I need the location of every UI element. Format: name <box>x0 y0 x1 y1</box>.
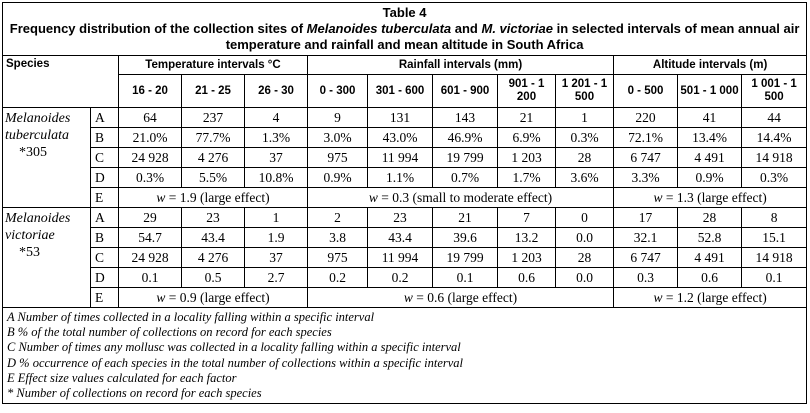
data-cell: 72.1% <box>614 128 678 148</box>
species-name-cell <box>3 208 91 308</box>
data-cell: 4 276 <box>182 248 245 268</box>
table-row <box>3 228 807 248</box>
data-cell: 43.4 <box>182 228 245 248</box>
data-cell: 0.3 <box>614 268 678 288</box>
data-cell: 14 918 <box>742 248 807 268</box>
caption-part2: and <box>451 21 482 36</box>
effect-size-cell <box>119 188 308 208</box>
data-cell: 1.9 <box>245 228 308 248</box>
row-letter: A <box>91 208 119 228</box>
data-cell: 0.3% <box>119 168 182 188</box>
data-cell: 11 994 <box>368 248 433 268</box>
data-cell: 7 <box>498 208 556 228</box>
data-cell: 1 203 <box>498 248 556 268</box>
data-cell: 1 203 <box>498 148 556 168</box>
interval-header: 26 - 30 <box>245 75 308 108</box>
table-row <box>3 168 807 188</box>
data-cell: 77.7% <box>182 128 245 148</box>
data-cell: 6.9% <box>498 128 556 148</box>
species-name-line1: Melanoides <box>5 211 71 226</box>
data-cell: 21.0% <box>119 128 182 148</box>
note-line: C Number of times any mollusc was collected in a locality falling within a specific interval <box>7 340 461 355</box>
data-cell: 0.3% <box>556 128 614 148</box>
table-caption <box>3 3 807 56</box>
table-row <box>3 208 807 228</box>
data-cell: 23 <box>368 208 433 228</box>
data-cell: 4 491 <box>678 248 742 268</box>
data-cell: 6 747 <box>614 248 678 268</box>
data-cell: 1 <box>556 108 614 128</box>
data-cell: 46.9% <box>433 128 498 148</box>
data-cell: 0.2 <box>308 268 368 288</box>
interval-header: 16 - 20 <box>119 75 182 108</box>
effect-w-symbol: w <box>403 290 413 305</box>
data-cell: 17 <box>614 208 678 228</box>
effect-w-symbol: w <box>156 190 166 205</box>
data-cell: 1.7% <box>498 168 556 188</box>
data-cell: 4 <box>245 108 308 128</box>
data-cell: 13.2 <box>498 228 556 248</box>
data-cell: 8 <box>742 208 807 228</box>
table-row <box>3 248 807 268</box>
data-cell: 21 <box>433 208 498 228</box>
data-cell: 0.7% <box>433 168 498 188</box>
data-cell: 44 <box>742 108 807 128</box>
data-cell: 143 <box>433 108 498 128</box>
effect-value: = 1.2 (large effect) <box>662 290 767 305</box>
data-cell: 15.1 <box>742 228 807 248</box>
data-cell: 0.3% <box>742 168 807 188</box>
data-cell: 0.0 <box>556 228 614 248</box>
species-name-line2: tuberculata <box>5 128 70 143</box>
data-cell: 0.6 <box>498 268 556 288</box>
interval-header: 21 - 25 <box>182 75 245 108</box>
interval-header: 601 - 900 <box>433 75 498 108</box>
row-letter: D <box>91 168 119 188</box>
interval-header: 301 - 600 <box>368 75 433 108</box>
species-name-line2: victoriae <box>5 228 55 243</box>
temperature-group-header: Temperature intervals °C <box>119 56 308 75</box>
species-name-cell <box>3 108 91 208</box>
table-row <box>3 268 807 288</box>
note-line: A Number of times collected in a locality falling within a specific interval <box>7 310 375 324</box>
frequency-table <box>2 2 807 404</box>
data-cell: 28 <box>678 208 742 228</box>
data-cell: 0.9% <box>678 168 742 188</box>
row-letter: D <box>91 268 119 288</box>
data-cell: 43.4 <box>368 228 433 248</box>
data-cell: 6 747 <box>614 148 678 168</box>
data-cell: 0.9% <box>308 168 368 188</box>
data-cell: 1.3% <box>245 128 308 148</box>
data-cell: 0 <box>556 208 614 228</box>
row-letter: C <box>91 248 119 268</box>
data-cell: 0.1 <box>433 268 498 288</box>
interval-header-row <box>3 75 807 108</box>
note-line: B % of the total number of collections on record for each species <box>7 325 332 340</box>
data-cell: 0.1 <box>742 268 807 288</box>
data-cell: 131 <box>368 108 433 128</box>
data-cell: 10.8% <box>245 168 308 188</box>
effect-value: = 1.9 (large effect) <box>165 190 270 205</box>
data-cell: 28 <box>556 248 614 268</box>
row-letter: A <box>91 108 119 128</box>
data-cell: 0.2 <box>368 268 433 288</box>
data-cell: 237 <box>182 108 245 128</box>
interval-header: 0 - 300 <box>308 75 368 108</box>
data-cell: 52.8 <box>678 228 742 248</box>
interval-header: 0 - 500 <box>614 75 678 108</box>
effect-row <box>3 188 807 208</box>
caption-part1: Frequency distribution of the collection sites of <box>9 21 307 36</box>
interval-header: 501 - 1 000 <box>678 75 742 108</box>
data-cell: 1.1% <box>368 168 433 188</box>
effect-size-cell <box>308 188 614 208</box>
row-letter: B <box>91 228 119 248</box>
data-cell: 32.1 <box>614 228 678 248</box>
species-count: *305 <box>19 145 47 160</box>
data-cell: 29 <box>119 208 182 228</box>
caption-species1: Melanoides tuberculata <box>306 21 452 36</box>
data-cell: 4 491 <box>678 148 742 168</box>
effect-value: = 1.3 (large effect) <box>662 190 767 205</box>
effect-value: = 0.6 (large effect) <box>412 290 518 305</box>
row-letter: E <box>91 288 119 308</box>
data-cell: 19 799 <box>433 148 498 168</box>
note-line: E Effect size values calculated for each factor <box>7 370 237 385</box>
altitude-group-header: Altitude intervals (m) <box>614 56 807 75</box>
species-count: *53 <box>19 245 40 260</box>
data-cell: 43.0% <box>368 128 433 148</box>
data-cell: 54.7 <box>119 228 182 248</box>
data-cell: 975 <box>308 248 368 268</box>
data-cell: 64 <box>119 108 182 128</box>
data-cell: 3.8 <box>308 228 368 248</box>
table-row <box>3 128 807 148</box>
table-notes <box>3 308 807 404</box>
data-cell: 0.0 <box>556 268 614 288</box>
effect-size-cell <box>614 188 807 208</box>
data-cell: 9 <box>308 108 368 128</box>
rainfall-group-header: Rainfall intervals (mm) <box>308 56 614 75</box>
data-cell: 14 918 <box>742 148 807 168</box>
data-cell: 13.4% <box>678 128 742 148</box>
data-cell: 3.3% <box>614 168 678 188</box>
data-cell: 0.6 <box>678 268 742 288</box>
note-line: D % occurrence of each species in the total number of collections within a specific interval <box>7 355 464 370</box>
data-cell: 23 <box>182 208 245 228</box>
effect-value: = 0.9 (large effect) <box>165 290 270 305</box>
data-cell: 11 994 <box>368 148 433 168</box>
row-letter: E <box>91 188 119 208</box>
data-cell: 975 <box>308 148 368 168</box>
data-cell: 2.7 <box>245 268 308 288</box>
data-cell: 4 276 <box>182 148 245 168</box>
data-cell: 28 <box>556 148 614 168</box>
note-line: * Number of collections on record for each species <box>7 386 262 401</box>
effect-value: = 0.3 (small to moderate effect) <box>377 190 553 205</box>
data-cell: 24 928 <box>119 248 182 268</box>
interval-header: 901 - 1 200 <box>498 75 556 108</box>
data-cell: 2 <box>308 208 368 228</box>
caption-species2: M. victoriae <box>481 21 554 36</box>
effect-w-symbol: w <box>653 290 663 305</box>
effect-size-cell <box>119 288 308 308</box>
interval-header: 1 201 - 1 500 <box>556 75 614 108</box>
data-cell: 1 <box>245 208 308 228</box>
data-cell: 37 <box>245 248 308 268</box>
table-row <box>3 148 807 168</box>
data-cell: 3.0% <box>308 128 368 148</box>
data-cell: 220 <box>614 108 678 128</box>
data-cell: 5.5% <box>182 168 245 188</box>
data-cell: 24 928 <box>119 148 182 168</box>
effect-size-cell <box>308 288 614 308</box>
effect-w-symbol: w <box>653 190 663 205</box>
effect-row <box>3 288 807 308</box>
data-cell: 0.5 <box>182 268 245 288</box>
data-cell: 39.6 <box>433 228 498 248</box>
data-cell: 0.1 <box>119 268 182 288</box>
data-cell: 3.6% <box>556 168 614 188</box>
table-label: Table 4 <box>382 5 427 20</box>
effect-w-symbol: w <box>368 190 378 205</box>
interval-header: 1 001 - 1 500 <box>742 75 807 108</box>
effect-size-cell <box>614 288 807 308</box>
data-cell: 37 <box>245 148 308 168</box>
data-cell: 41 <box>678 108 742 128</box>
table-row <box>3 108 807 128</box>
caption-part3: in selected intervals of mean annual air temperature and rainfall and mean altitude in South Africa <box>225 21 800 52</box>
data-cell: 21 <box>498 108 556 128</box>
species-header: Species <box>3 56 119 108</box>
species-name-line1: Melanoides <box>5 111 71 126</box>
data-cell: 14.4% <box>742 128 807 148</box>
species-body <box>3 108 807 308</box>
row-letter: B <box>91 128 119 148</box>
data-cell: 19 799 <box>433 248 498 268</box>
effect-w-symbol: w <box>156 290 166 305</box>
row-letter: C <box>91 148 119 168</box>
